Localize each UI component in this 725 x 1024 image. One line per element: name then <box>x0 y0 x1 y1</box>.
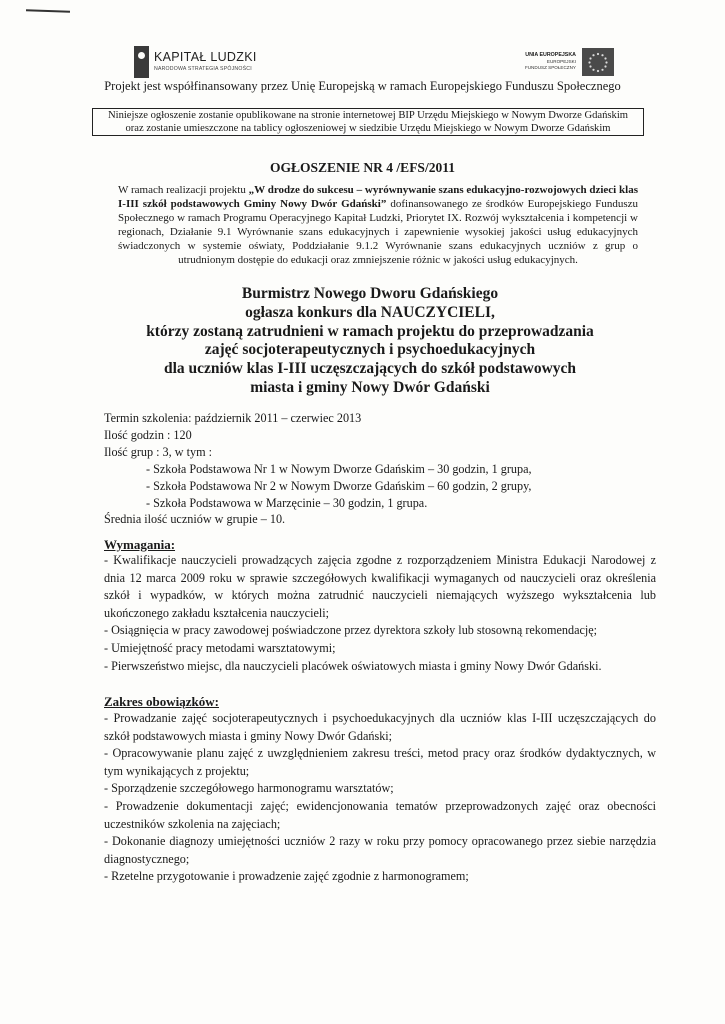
kapital-ludzki-logo <box>134 44 257 80</box>
requirements-title: Wymagania: <box>104 537 176 552</box>
eu-logo-line1: UNIA EUROPEJSKA <box>525 52 576 58</box>
eu-flag-icon <box>582 48 614 76</box>
duty-item: - Prowadzenie dokumentacji zajęć; ewidencjonowania tematów przeprowadzonych zajęć oraz obecności uczestników szkolenia na zajęciach; <box>104 798 656 831</box>
heading-line: miasta i gminy Nowy Dwór Gdański <box>250 378 490 396</box>
scan-mark <box>26 9 70 13</box>
heading-line: zajęć socjoterapeutycznych i psychoedukacyjnych <box>204 341 536 359</box>
heading-line: dla uczniów klas I-III uczęszczających do szkół podstawowych <box>163 360 577 378</box>
eu-logo <box>510 48 614 78</box>
requirement-item: - Kwalifikacje nauczycieli prowadzących zajęcia zgodne z rozporządzeniem Ministra Edukacji Narodowej z dnia 12 marca 2009 roku w sprawie szczegółowych kwalifikacji wymaganych od nauczycieli oraz określenia szkół i wypadków, w których można zatrudnić nauczycieli niemających wyższego wykształcenia lub ukończonego zakładu kształcenia nauczycieli; <box>104 553 656 620</box>
requirement-item: - Osiągnięcia w pracy zawodowej poświadczone przez dyrektora szkoły lub stosowną rekomendację; <box>104 623 598 638</box>
heading-line: Burmistrz Nowego Dworu Gdańskiego <box>241 285 499 302</box>
intro-part-1: W ramach realizacji projektu <box>118 184 249 196</box>
heading-line: ogłasza konkurs dla NAUCZYCIELI, <box>245 303 495 321</box>
announcement-heading <box>90 285 650 398</box>
kl-logo-name: KAPITAŁ LUDZKI <box>154 50 257 64</box>
school-item: - Szkoła Podstawowa Nr 2 w Nowym Dworze Gdańskim – 60 godzin, 2 grupy, <box>146 478 532 493</box>
requirement-item: - Pierwszeństwo miejsc, dla nauczycieli placówek oświatowych miasta i gminy Nowy Dwór Gdański. <box>104 658 602 673</box>
eu-logo-line2: EUROPEJSKI <box>546 58 576 64</box>
heading-line: którzy zostaną zatrudnieni w ramach projektu do przeprowadzania <box>146 322 594 340</box>
duty-item: - Prowadzanie zajęć socjoterapeutycznych i psychoedukacyjnych dla uczniów klas I-III uczęszczających do szkół podstawowych miasta i gminy Nowy Dwór Gdański; <box>104 711 656 743</box>
intro-paragraph <box>118 184 638 267</box>
school-item: - Szkoła Podstawowa Nr 1 w Nowym Dworze Gdańskim – 30 godzin, 1 grupa, <box>146 461 532 476</box>
requirement-item: - Umiejętność pracy metodami warsztatowymi; <box>104 640 336 655</box>
duties-list <box>104 710 656 886</box>
training-details <box>104 410 664 528</box>
duty-item: - Sporządzenie szczegółowego harmonogramu warsztatów; <box>104 781 394 796</box>
training-hours: Ilość godzin : 120 <box>104 427 192 442</box>
duties-title: Zakres obowiązków: <box>104 694 219 709</box>
training-term: Termin szkolenia: październik 2011 – czerwiec 2013 <box>104 411 362 425</box>
project-name: „W drodze do sukcesu – wyrównywanie szans edukacyjno-rozwojowych dzieci klas I-III szkół podstawowych Gminy Nowy Dwór Gdański” <box>118 184 638 210</box>
eu-logo-line3: FUNDUSZ SPOŁECZNY <box>524 65 576 70</box>
document-title: OGŁOSZENIE NR 4 /EFS/2011 <box>270 160 455 175</box>
notice-line-2: oraz zostanie umieszczone na tablicy ogłoszeniowej w siedzibie Urzędu Miejskiego w Nowym Dworze Gdańskim <box>125 123 611 134</box>
eu-logo-text <box>525 52 576 72</box>
intro-part-2: dofinansowanego ze środków Europejskiego Funduszu Społecznego w ramach Programu Operacyjnego Kapitał Ludzki, Priorytet IX. Rozwój wykształcenia i kompetencji w regionach, Działanie 9.1 Wyrównanie szans edukacyjnych i zapewnienie wysokiej jakości usług edukacyjnych świadczonych w systemie oświaty, Poddziałanie 9.1.2 Wyrównanie szans edukacyjnych uczniów z grup o utrudnionym dostępie do edukacji oraz zmniejszenie różnic w jakości usług edukacyjnych. <box>118 197 638 266</box>
school-item: - Szkoła Podstawowa w Marzęcinie – 30 godzin, 1 grupa. <box>146 495 428 510</box>
average-students: Średnia ilość uczniów w grupie – 10. <box>104 512 286 527</box>
duty-item: - Opracowywanie planu zajęć z uwzględnieniem zakresu treści, metod pracy oraz środków dydaktycznych, w tym wynikających z projektu; <box>104 746 656 778</box>
kapital-ludzki-emblem-icon <box>134 46 149 78</box>
duty-item: - Dokonanie diagnozy umiejętności uczniów 2 razy w roku przy pomocy opracowanego przez siebie narzędzia diagnostycznego; <box>104 834 656 866</box>
duty-item: - Rzetelne przygotowanie i prowadzenie zajęć zgodnie z harmonogramem; <box>104 869 469 884</box>
publication-notice-box <box>92 108 644 136</box>
notice-line-1: Niniejsze ogłoszenie zostanie opublikowane na stronie internetowej BIP Urzędu Miejskiego w Nowym Dworze Gdańskim <box>107 110 629 121</box>
training-groups: Ilość grup : 3, w tym : <box>104 444 212 459</box>
kl-logo-subtitle: NARODOWA STRATEGIA SPÓJNOŚCI <box>154 66 252 72</box>
requirements-list <box>104 552 656 675</box>
funding-statement: Projekt jest współfinansowany przez Unię Europejską w ramach Europejskiego Funduszu Społecznego <box>104 79 621 93</box>
